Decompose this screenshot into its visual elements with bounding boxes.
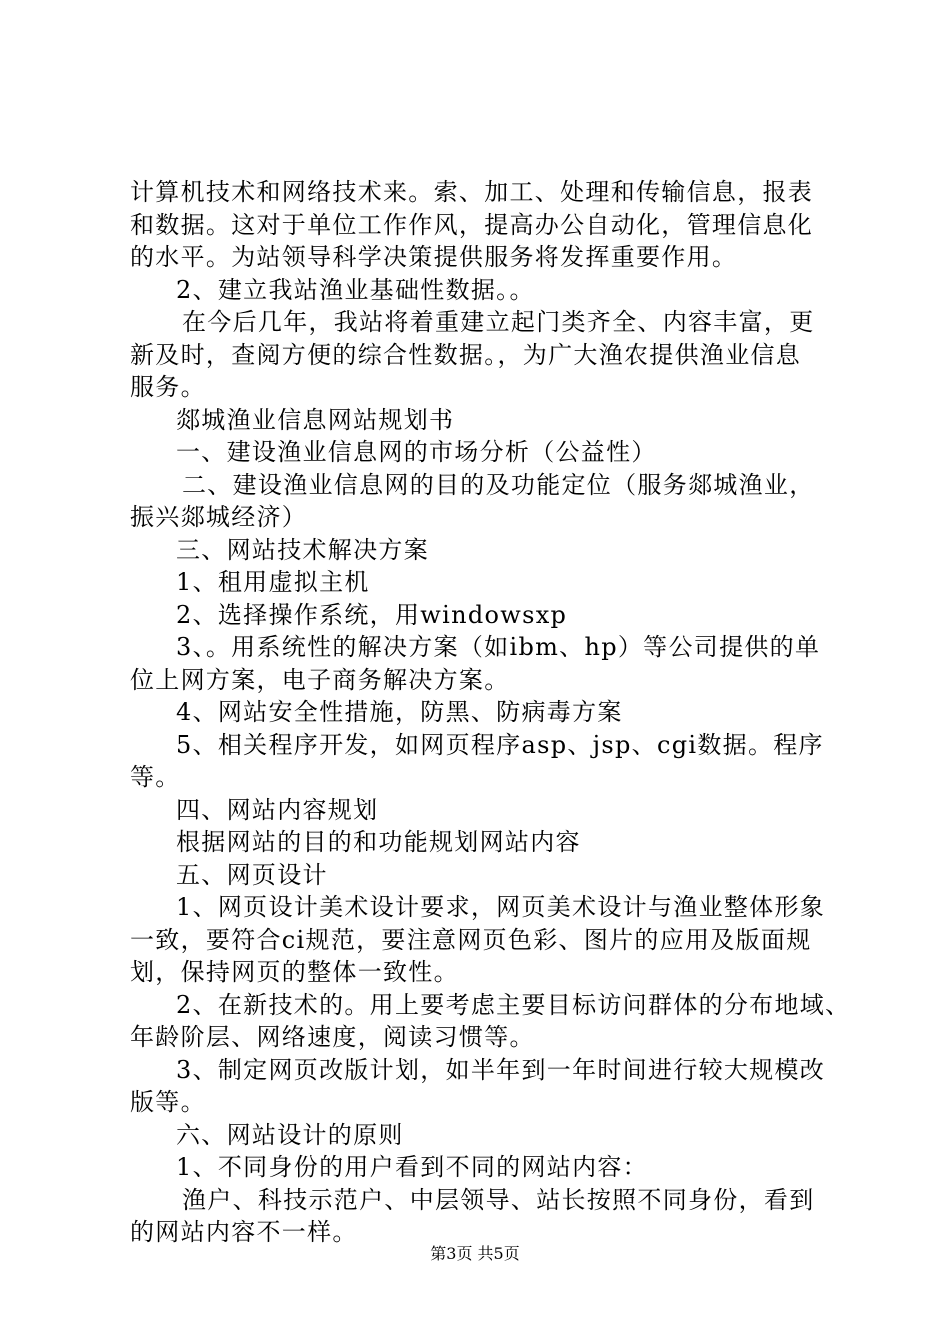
text-line: 年龄阶层、网络速度，阅读习惯等。	[130, 1023, 535, 1051]
section-heading: 六、网站设计的原则	[176, 1120, 404, 1149]
text-line: 的网站内容不一样。	[130, 1218, 358, 1246]
text-line: 1、不同身份的用户看到不同的网站内容：	[176, 1153, 648, 1181]
text-line: 2、建立我站渔业基础性数据。。	[176, 275, 535, 304]
section-heading: 五、网页设计	[176, 860, 328, 889]
text-line: 3、制定网页改版计划，如半年到一年时间进行较大规模改	[176, 1055, 826, 1084]
text-line: 新及时，查阅方便的综合性数据。，为广大渔农提供渔业信息	[130, 340, 802, 369]
text-line: 划，保持网页的整体一致性。	[130, 958, 459, 986]
text-line: 郯城渔业信息网站规划书	[176, 405, 455, 434]
text-line: 4、网站安全性措施，防黑、防病毒方案	[176, 698, 623, 726]
text-line: 计算机技术和网络技术来。索、加工、处理和传输信息，报表	[130, 178, 814, 206]
section-heading: 一、建设渔业信息网的市场分析（公益性）	[176, 438, 657, 466]
section-heading: 三、网站技术解决方案	[176, 535, 429, 564]
text-line: 2、选择操作系统，用windowsxp	[176, 600, 568, 629]
text-line: 2、在新技术的。用上要考虑主要目标访问群体的分布地域、	[176, 990, 851, 1019]
text-line: 5、相关程序开发，如网页程序asp、jsp、cgi数据。程序	[176, 730, 824, 759]
text-line: 等。	[130, 763, 181, 791]
document-body	[130, 176, 851, 1249]
text-line: 的水平。为站领导科学决策提供服务将发挥重要作用。	[130, 243, 738, 271]
text-line: 3、。用系统性的解决方案（如ibm、hp）等公司提供的单	[176, 633, 821, 661]
text-line: 版等。	[130, 1088, 206, 1116]
text-line: 在今后几年，我站将着重建立起门类齐全、内容丰富，更	[182, 308, 815, 336]
text-line: 服务。	[130, 373, 206, 401]
text-line: 渔户、科技示范户、中层领导、站长按照不同身份，看到	[182, 1185, 815, 1214]
text-line: 1、网页设计美术设计要求，网页美术设计与渔业整体形象	[176, 893, 826, 921]
text-line: 根据网站的目的和功能规划网站内容	[176, 828, 581, 856]
page-number: 第3页 共5页	[430, 1244, 520, 1263]
text-line: 和数据。这对于单位工作作风，提高办公自动化，管理信息化	[130, 210, 814, 239]
text-line: 1、租用虚拟主机	[176, 568, 370, 596]
text-line: 一致，要符合ci规范，要注意网页色彩、图片的应用及版面规	[130, 925, 812, 954]
section-heading: 四、网站内容规划	[176, 795, 379, 824]
section-heading: 二、建设渔业信息网的目的及功能定位（服务郯城渔业，	[182, 470, 815, 499]
text-line: 位上网方案，电子商务解决方案。	[130, 665, 510, 694]
page-footer	[0, 1244, 950, 1264]
text-line: 振兴郯城经济）	[130, 503, 308, 531]
